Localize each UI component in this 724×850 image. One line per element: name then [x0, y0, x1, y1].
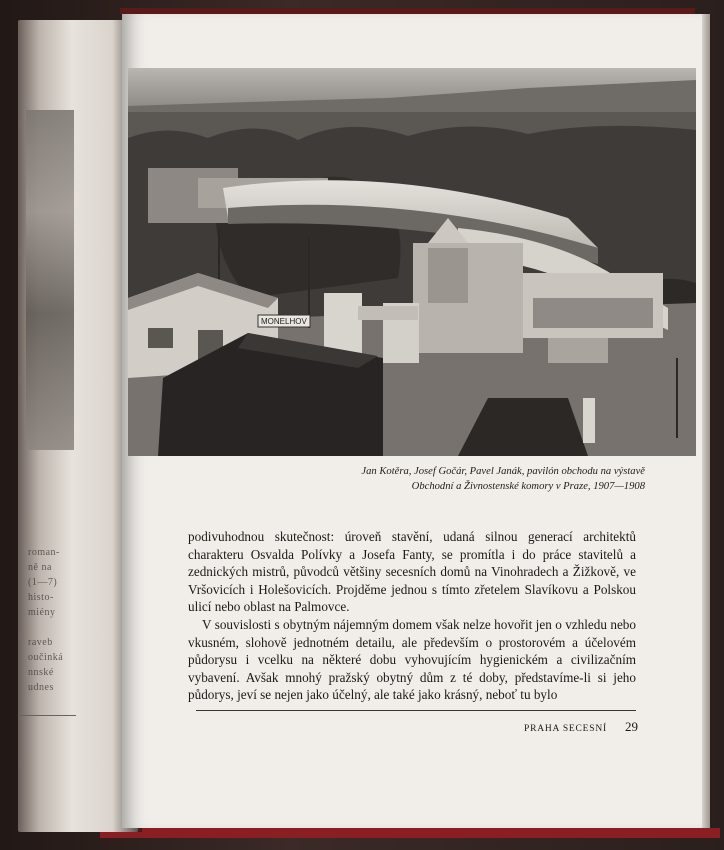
body-text: [188, 528, 636, 704]
pavilion-photograph: [128, 68, 696, 456]
paragraph-1: podivuhodnou skutečnost: úroveň stavění, udaná silnou generací architektů charakteru Osvalda Polívky a Josefa Fanty, se promítla i do práce stavitelů a zednických mistrů, původců většiny secesních domů na Vinohradech a Žižkově, ve Vršovicích i Holešovicích. Projděme jednou s tímto zřetelem Slavíkovu a Polskou ulicí nebo oblast na Palmovce.: [188, 529, 636, 615]
caption-line-1: Jan Kotěra, Josef Gočár, Pavel Janák, pavilón obchodu na výstavě: [361, 466, 645, 477]
paragraph-2: V souvislosti s obytným nájemným domem však nelze hovořit jen o vzhledu nebo vkusném, slohově jednotném detailu, ale především o prostorovém a účelovém půdorysu i vcelku na některé dobu vyhovujícím hygienickém a civilizačním vybavení. Avšak mnohý pražský obytný dům z té doby, představíme-li si jeho půdorys, jeví se nejen jako účelný, ale také jako krásný, neboť tu bylo: [188, 616, 636, 703]
photo-caption: [300, 464, 645, 494]
footer-rule: [196, 710, 636, 711]
cover-edge-bottom: [100, 828, 720, 838]
previous-page-rule: [18, 715, 76, 716]
running-head: PRAHA SECESNÍ: [524, 724, 607, 734]
pavilion-sign-text: MONELHOV: [261, 317, 307, 326]
page-footer: [524, 718, 638, 736]
previous-page-photo: [26, 110, 74, 450]
page-number: 29: [625, 719, 638, 734]
caption-line-2: Obchodní a Živnostenské komory v Praze, 1907—1908: [411, 481, 645, 492]
previous-page-text: roman- ně na (1—7) histo- miény raveb oučinká nnské udnes: [28, 547, 64, 693]
page-edge: [702, 14, 710, 828]
